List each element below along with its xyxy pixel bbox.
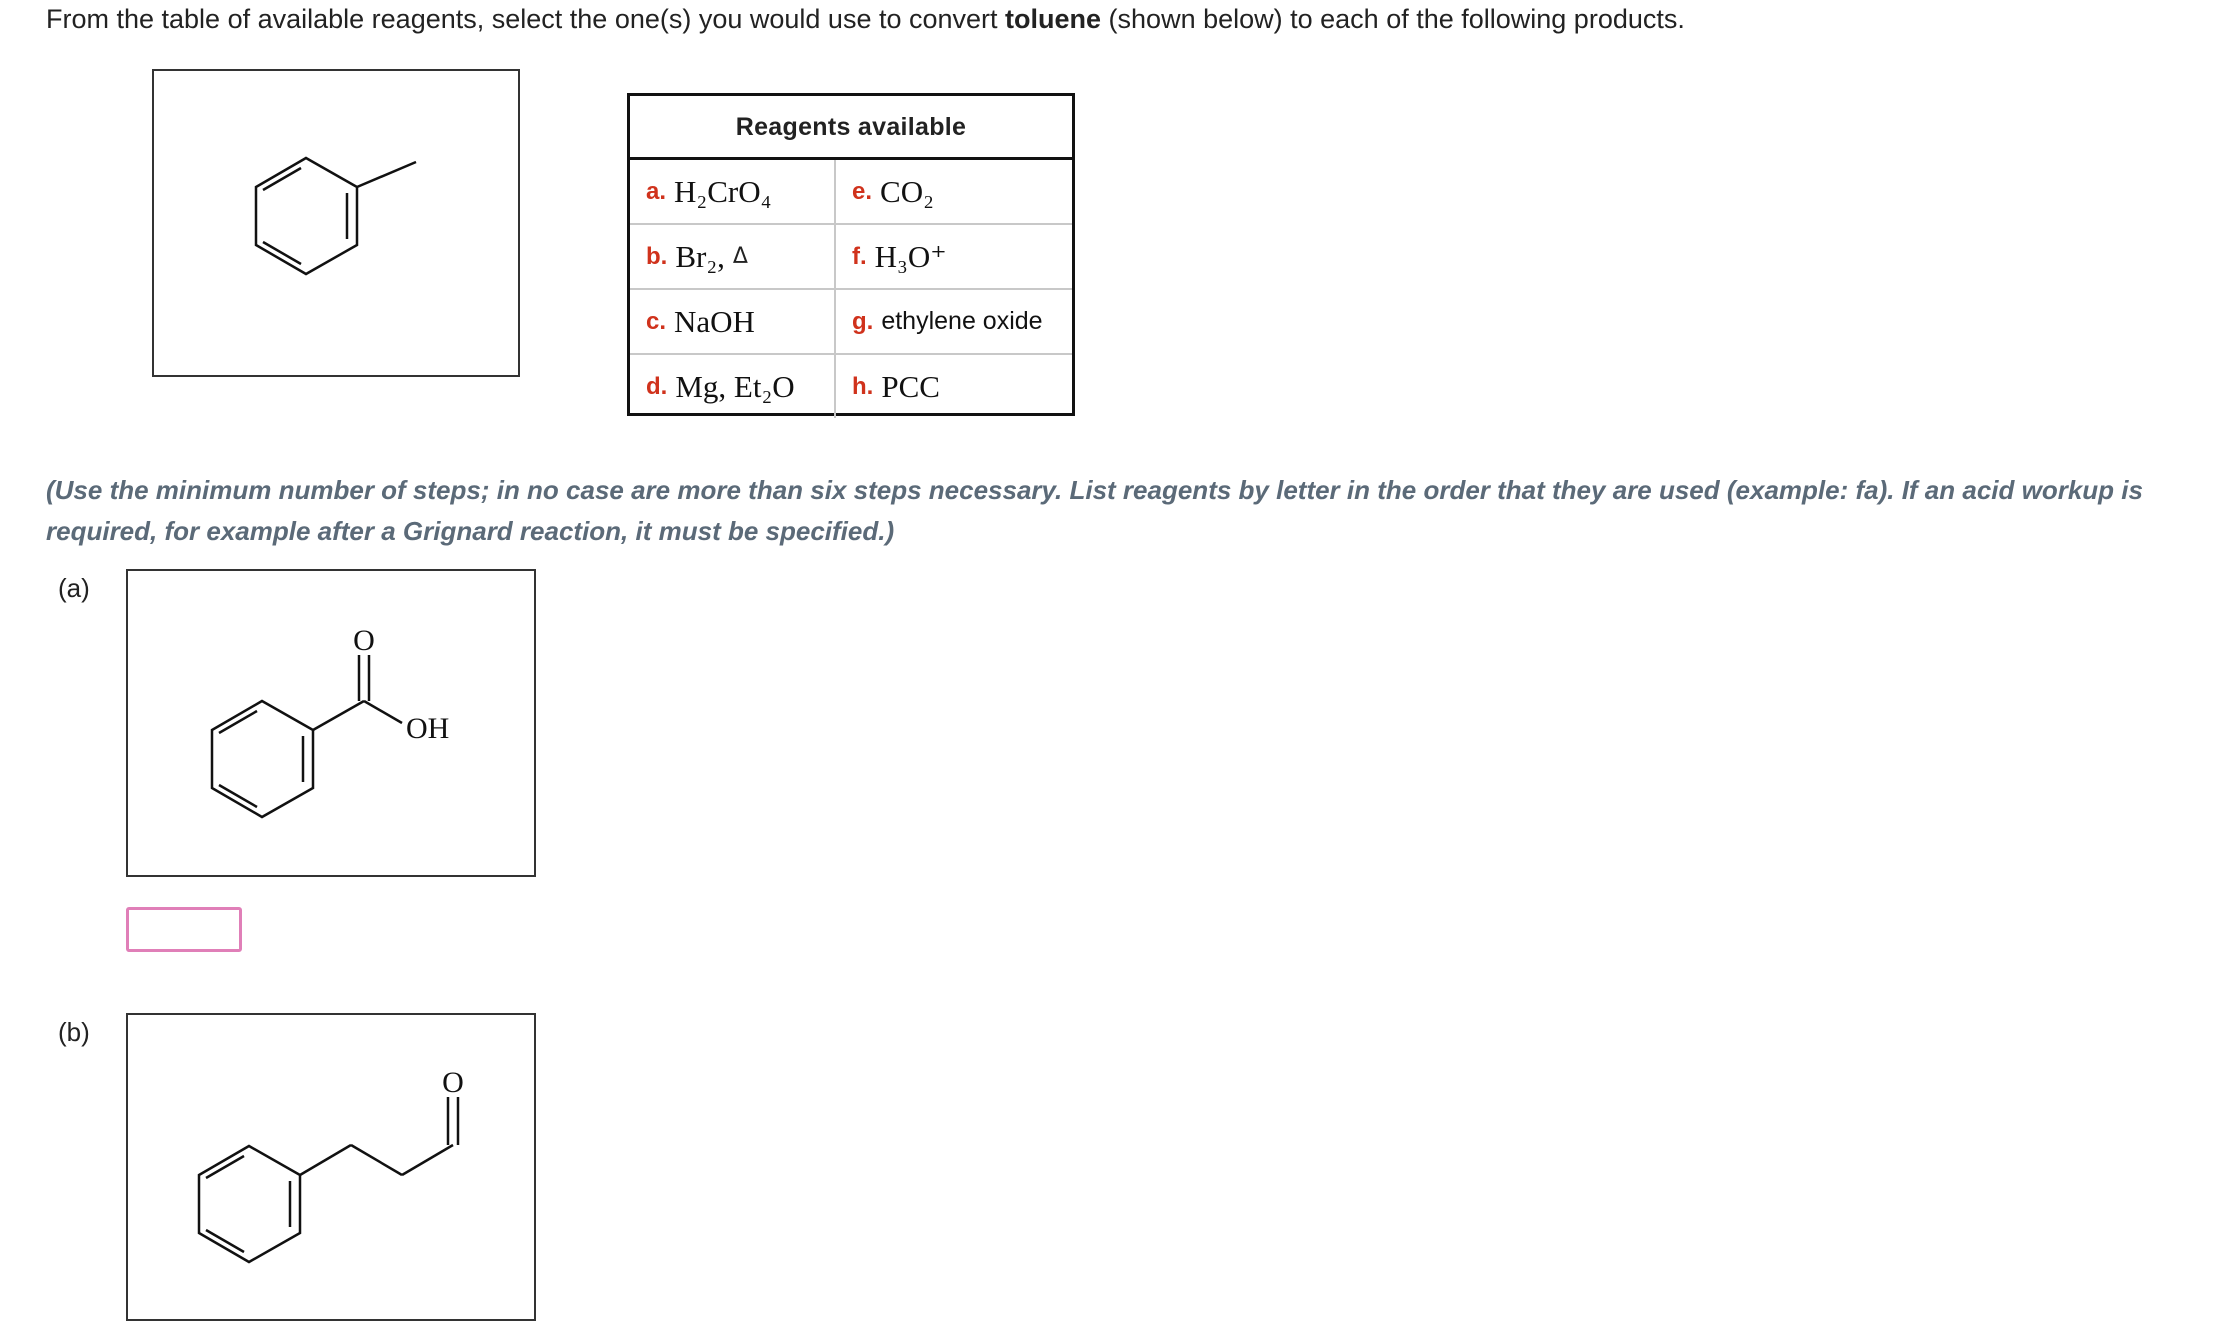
reagent-d: d. Mg, Et₂O [630,355,836,418]
reagent-row [630,225,1072,290]
heat-symbol: Δ [732,244,748,269]
part-a-label: (a) [58,573,90,603]
product-a-structure [126,569,536,877]
part-b-label: (b) [58,1017,90,1047]
reagent-a: a. H₂CrO₄ [630,160,836,223]
reagent-f: f. H₃O⁺ [852,238,947,274]
reagent-row [630,160,1072,225]
answer-input-a[interactable] [126,907,242,952]
product-b-structure [126,1013,536,1321]
hydroxyl-label: OH [406,712,450,745]
reagent-row [630,290,1072,355]
reagent-row [630,355,1072,418]
instructions-text: (Use the minimum number of steps; in no case are more than six steps necessary. List reagents by letter in the order that they are used (example: fa). If an acid workup is required, for example after a Grignard reaction, it must be specified.) [46,475,2143,546]
reagents-table [627,93,1075,416]
reagents-table-header: Reagents available [630,96,1072,160]
prompt-text-after: (shown below) to each of the following products. [1101,4,1685,34]
reagent-b: b. Br₂, Δ [630,225,836,288]
prompt-text-before: From the table of available reagents, select the one(s) you would use to convert [46,4,1006,34]
reagent-e: e. CO₂ [852,173,934,209]
reagent-c: c. NaOH [630,290,836,353]
toluene-structure [152,69,520,377]
prompt-bold-term: toluene [1005,4,1102,34]
reagent-g: g. ethylene oxide [852,307,1043,335]
question-prompt [46,4,1685,35]
carbonyl-oxygen-label: O [442,1066,464,1099]
carbonyl-oxygen-label: O [353,624,375,657]
reagent-h: h. PCC [852,368,940,404]
